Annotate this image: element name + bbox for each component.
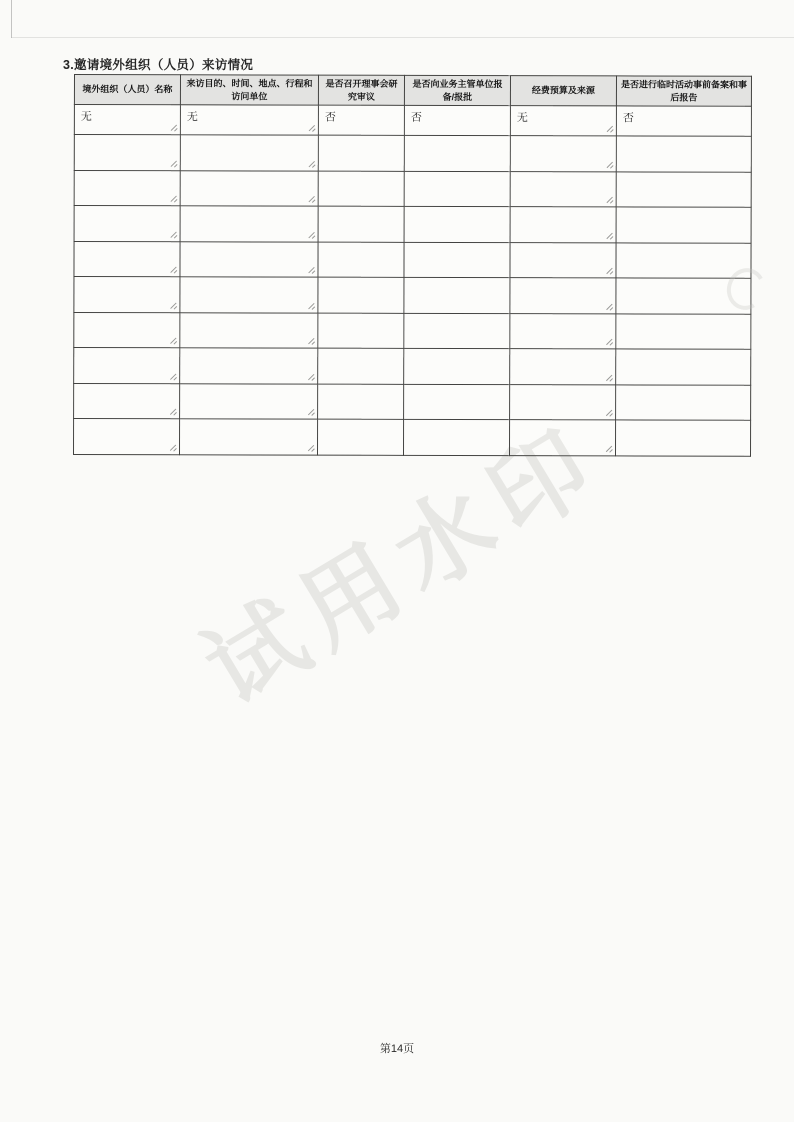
table-body <box>74 105 752 456</box>
resize-grip-icon <box>604 373 614 383</box>
resize-grip-icon <box>604 409 614 419</box>
section-title: 3.邀请境外组织（人员）来访情况 <box>63 58 254 72</box>
table-cell <box>404 171 510 207</box>
table-cell <box>74 277 180 313</box>
table-cell <box>404 278 510 314</box>
resize-grip-icon <box>307 230 317 240</box>
resize-grip-icon <box>168 265 178 275</box>
table-cell <box>404 313 510 349</box>
table-cell <box>510 207 616 243</box>
resize-grip-icon <box>604 302 614 312</box>
table-cell <box>616 420 751 456</box>
table-cell <box>510 171 616 207</box>
table-cell <box>180 383 318 419</box>
table-cell <box>74 383 180 419</box>
table-cell <box>616 385 751 421</box>
table-cell <box>318 242 404 278</box>
resize-grip-icon <box>604 267 614 277</box>
table-row <box>74 419 751 456</box>
resize-grip-icon <box>168 407 178 417</box>
cell-value: 否 <box>410 112 422 125</box>
resize-grip-icon <box>605 160 615 170</box>
table-cell <box>318 135 404 171</box>
resize-grip-icon <box>306 443 316 453</box>
table-cell <box>510 420 616 456</box>
table-row <box>74 348 751 385</box>
table-cell <box>404 420 510 456</box>
table-cell <box>404 242 510 278</box>
column-header: 经费预算及来源 <box>510 76 616 106</box>
overseas-visits-table <box>73 74 752 456</box>
scan-edge-artifact-vertical <box>11 0 12 38</box>
table-cell <box>318 384 404 420</box>
table-cell <box>510 384 616 420</box>
resize-grip-icon <box>306 372 316 382</box>
table-cell <box>180 105 318 135</box>
table-cell <box>318 277 404 313</box>
table-cell <box>74 206 180 242</box>
resize-grip-icon <box>168 443 178 453</box>
table-cell <box>404 384 510 420</box>
column-header: 境外组织（人员）名称 <box>74 75 180 105</box>
cell-value: 否 <box>324 111 336 124</box>
table-row <box>74 383 751 420</box>
column-header: 是否召开理事会研究审议 <box>318 75 404 105</box>
page-number: 第14页 <box>379 1043 415 1055</box>
table-row <box>74 206 751 243</box>
resize-grip-icon <box>604 338 614 348</box>
resize-grip-icon <box>307 195 317 205</box>
table-cell <box>616 207 751 243</box>
table-cell <box>318 171 404 207</box>
resize-grip-icon <box>169 230 179 240</box>
resize-grip-icon <box>605 196 615 206</box>
column-header: 来访目的、时间、地点、行程和访问单位 <box>180 75 318 106</box>
resize-grip-icon <box>168 301 178 311</box>
table-cell <box>404 207 510 243</box>
table-cell <box>74 241 180 277</box>
table-cell <box>318 419 404 455</box>
table-cell <box>616 136 751 172</box>
table-cell <box>318 348 404 384</box>
table-cell <box>74 312 180 348</box>
resize-grip-icon <box>306 337 316 347</box>
resize-grip-icon <box>307 124 317 134</box>
table-cell <box>180 170 318 206</box>
table-cell <box>404 136 510 172</box>
table-cell <box>510 242 616 278</box>
resize-grip-icon <box>169 123 179 133</box>
table-cell <box>180 277 318 313</box>
resize-grip-icon <box>169 159 179 169</box>
resize-grip-icon <box>306 301 316 311</box>
table-cell <box>404 106 510 136</box>
table-cell <box>616 349 751 385</box>
table-row <box>74 105 751 137</box>
table-cell <box>616 106 751 136</box>
resize-grip-icon <box>168 372 178 382</box>
table-cell <box>510 349 616 385</box>
resize-grip-icon <box>169 194 179 204</box>
table-cell <box>74 105 180 135</box>
table-cell <box>74 170 180 206</box>
cell-value: 无 <box>80 111 92 124</box>
resize-grip-icon <box>306 408 316 418</box>
resize-grip-icon <box>604 444 614 454</box>
table-cell <box>180 312 318 348</box>
table-cell <box>510 313 616 349</box>
table-cell <box>180 348 318 384</box>
cell-value: 无 <box>186 111 198 124</box>
resize-grip-icon <box>605 125 615 135</box>
table-cell <box>510 136 616 172</box>
resize-grip-icon <box>168 336 178 346</box>
table-cell <box>74 348 180 384</box>
column-header: 是否向业务主管单位报备/报批 <box>404 75 510 105</box>
table-cell <box>74 135 180 171</box>
table-row <box>74 312 751 349</box>
table-cell <box>318 313 404 349</box>
table-cell <box>318 105 404 135</box>
cell-value: 无 <box>516 112 528 125</box>
table-row <box>74 241 751 278</box>
scan-edge-artifact-horizontal <box>11 37 794 38</box>
table-cell <box>180 241 318 277</box>
table-cell <box>180 135 318 171</box>
table-cell <box>510 278 616 314</box>
resize-grip-icon <box>307 159 317 169</box>
resize-grip-icon <box>605 231 615 241</box>
cell-value: 否 <box>622 112 634 125</box>
trial-watermark: 试用水印 <box>187 406 621 725</box>
table-row <box>74 170 751 207</box>
table-cell <box>74 419 180 455</box>
column-header: 是否进行临时活动事前备案和事后报告 <box>616 76 751 107</box>
table-row <box>74 277 751 314</box>
table-cell <box>616 172 751 208</box>
table-cell <box>318 206 404 242</box>
resize-grip-icon <box>306 266 316 276</box>
table-cell <box>180 419 318 455</box>
table-cell <box>180 206 318 242</box>
table-cell <box>616 243 751 279</box>
table-cell <box>616 314 751 350</box>
table-header-row <box>74 75 751 107</box>
table-cell <box>510 106 616 136</box>
table-row <box>74 135 751 172</box>
table-cell <box>404 349 510 385</box>
